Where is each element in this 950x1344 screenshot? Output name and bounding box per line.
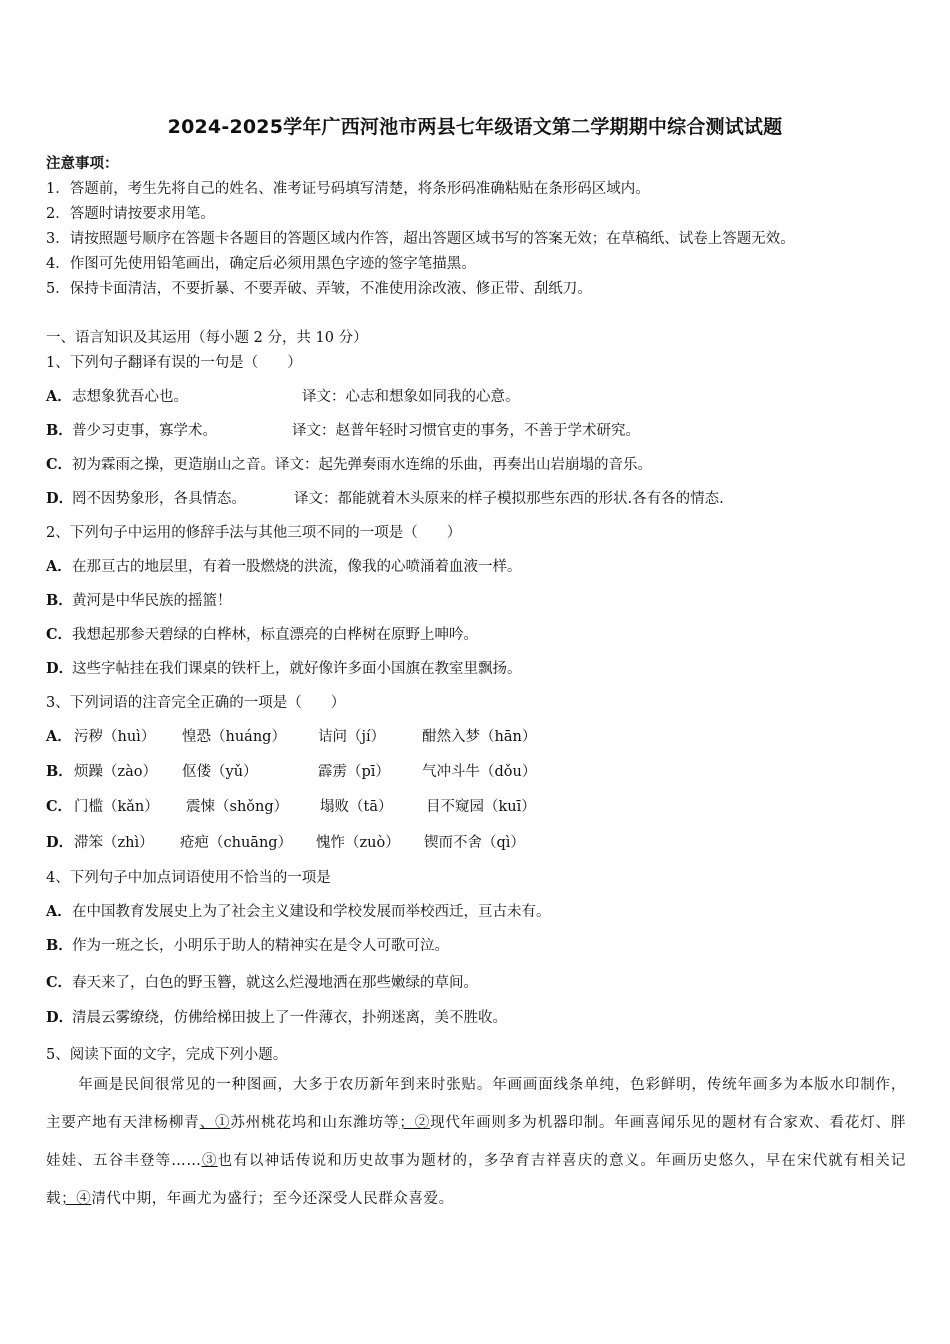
option-text: 清晨云雾缭绕，仿佛给梯田披上了一件薄衣，扑朔迷离，美不胜收。 (72, 1010, 507, 1026)
pinyin-word: 锲而不舍（qì） (424, 835, 525, 851)
option-label: A． (46, 728, 72, 745)
passage-marker: ；② (399, 1115, 431, 1131)
pinyin-word: 滞笨（zhì） (74, 835, 154, 851)
option-label: B． (46, 937, 73, 954)
passage-text: 苏州桃花坞和山东潍坊等 (230, 1115, 400, 1131)
option-label: D． (46, 1009, 74, 1026)
question-2-option-c (46, 623, 478, 644)
option-text: 在中国教育发展史上为了社会主义建设和学校发展而举校西迁，亘古未有。 (72, 904, 551, 920)
question-1-option-d (46, 487, 246, 508)
question-4-option-d (46, 1006, 507, 1027)
notice-item: 5．保持卡面清洁，不要折暴、不要弄破、弄皱，不准使用涂改液、修正带、刮纸刀。 (46, 281, 592, 297)
pinyin-word: 惶恐（huáng） (182, 729, 286, 745)
option-text: 作为一班之长，小明乐于助人的精神实在是令人可歌可泣。 (72, 938, 449, 954)
pinyin-word: 伛偻（yǔ） (182, 764, 258, 780)
passage-marker: 、① (199, 1115, 231, 1131)
option-text: 这些字帖挂在我们课桌的铁杆上，就好像许多面小国旗在教室里飘扬。 (72, 661, 522, 677)
question-3-stem: 3、下列词语的注音完全正确的一项是（ ） (46, 695, 346, 711)
question-1-option-c (46, 453, 652, 474)
option-label: A． (46, 558, 72, 575)
notice-item: 4．作图可先使用铅笔画出，确定后必须用黑色字迹的签字笔描黑。 (46, 256, 476, 272)
question-4-option-b (46, 934, 449, 955)
pinyin-word: 酣然入梦（hān） (422, 729, 537, 745)
question-2-option-b (46, 589, 232, 610)
option-translation: 译文：赵普年轻时习惯官吏的事务，不善于学术研究。 (292, 423, 640, 439)
passage-text: 清代中期，年画尤为盛行；至今还深受人民群众喜爱。 (91, 1191, 454, 1207)
option-text: 罔不因势象形，各具情态。 (72, 491, 246, 507)
option-label: A． (46, 388, 72, 405)
question-1-option-b (46, 419, 217, 440)
pinyin-word: 污秽（huì） (74, 729, 156, 745)
question-3-option-d-label (46, 831, 72, 852)
pinyin-word: 塌败（tā） (320, 799, 393, 815)
passage-marker: ③ (201, 1153, 218, 1169)
question-4-option-c (46, 971, 478, 992)
option-label: D． (46, 660, 74, 677)
option-text: 春天来了，白色的野玉簪，就这么烂漫地洒在那些嫩绿的草间。 (72, 975, 478, 991)
notice-item: 3．请按照题号顺序在答题卡各题目的答题区域内作答，超出答题区域书写的答案无效；在草稿纸、试卷上答题无效。 (46, 231, 795, 247)
pinyin-word: 震悚（shǒng） (186, 799, 289, 815)
option-text: 普少习吏事，寡学术。 (72, 423, 217, 439)
option-label: C． (46, 456, 73, 473)
question-3-option-b-label (46, 760, 72, 781)
option-label: D． (46, 834, 74, 851)
option-label: A． (46, 903, 72, 920)
pinyin-word: 烦躁（zào） (74, 764, 158, 780)
option-label: C． (46, 798, 73, 815)
page-title: 2024-2025学年广西河池市两县七年级语文第二学期期中综合测试试题 (167, 116, 783, 138)
pinyin-word: 门槛（kǎn） (74, 799, 159, 815)
option-text: 志想象犹吾心也。 (72, 389, 188, 405)
passage-text: 也有以神话传说和历史故事为题材的，多孕育吉祥喜庆的意义。年画历史悠久，早在宋代就有相关记载 (46, 1153, 906, 1207)
option-label: C． (46, 974, 73, 991)
option-label: B． (46, 592, 73, 609)
question-2-stem: 2、下列句子中运用的修辞手法与其他三项不同的一项是（ ） (46, 525, 462, 541)
question-4-option-a (46, 900, 551, 921)
option-label: C． (46, 626, 73, 643)
pinyin-word: 气冲斗牛（dǒu） (422, 764, 537, 780)
section-heading: 一、语言知识及其运用（每小题 2 分，共 10 分） (46, 330, 368, 346)
passage-marker: ；④ (61, 1191, 92, 1207)
question-2-option-d (46, 657, 522, 678)
question-1-stem: 1、下列句子翻译有误的一句是（ ） (46, 355, 302, 371)
option-label: B． (46, 422, 73, 439)
pinyin-word: 霹雳（pī） (318, 764, 390, 780)
pinyin-word: 目不窥园（kuī） (426, 799, 536, 815)
option-text: 我想起那参天碧绿的白桦林，标直漂亮的白桦树在原野上呻吟。 (72, 627, 478, 643)
notice-item: 1．答题前，考生先将自己的姓名、准考证号码填写清楚，将条形码准确粘贴在条形码区域内。 (46, 181, 650, 197)
question-4-stem: 4、下列句子中加点词语使用不恰当的一项是 (46, 870, 331, 886)
question-5-stem: 5、阅读下面的文字，完成下列小题。 (46, 1047, 288, 1063)
option-text: 黄河是中华民族的摇篮！ (72, 593, 232, 609)
question-3-option-a-label (46, 725, 72, 746)
option-text: 在那亘古的地层里，有着一股燃烧的洪流，像我的心喷涌着血液一样。 (72, 559, 522, 575)
pinyin-word: 疮疤（chuāng） (180, 835, 293, 851)
passage-text: 年画是民间很常见的一种图画，大多于农历新年到来时张贴。年画画面线条单纯，色彩鲜明，传统年画多为本版水印制作，主要产地有天津杨柳青 (46, 1077, 906, 1131)
question-1-option-a (46, 385, 188, 406)
reading-passage (46, 1066, 906, 1218)
question-2-option-a (46, 555, 522, 576)
notice-heading: 注意事项： (46, 155, 119, 172)
option-label: B． (46, 763, 73, 780)
question-3-option-c-label (46, 795, 72, 816)
pinyin-word: 诘问（jí） (318, 729, 386, 745)
option-text: 初为霖雨之操，更造崩山之音。译文：起先弹奏雨水连绵的乐曲，再奏出山岩崩塌的音乐。 (72, 457, 652, 473)
pinyin-word: 愧怍（zuò） (316, 835, 400, 851)
option-translation: 译文：都能就着木头原来的样子模拟那些东西的形状.各有各的情态. (294, 491, 724, 507)
notice-item: 2．答题时请按要求用笔。 (46, 206, 215, 222)
passage-text: 现代年画则多为机器印制。年画喜闻乐见的题材有合家欢、看花灯、胖娃娃、五谷丰登等…… (46, 1115, 907, 1169)
option-label: D． (46, 490, 74, 507)
option-translation: 译文：心志和想象如同我的心意。 (302, 389, 520, 405)
